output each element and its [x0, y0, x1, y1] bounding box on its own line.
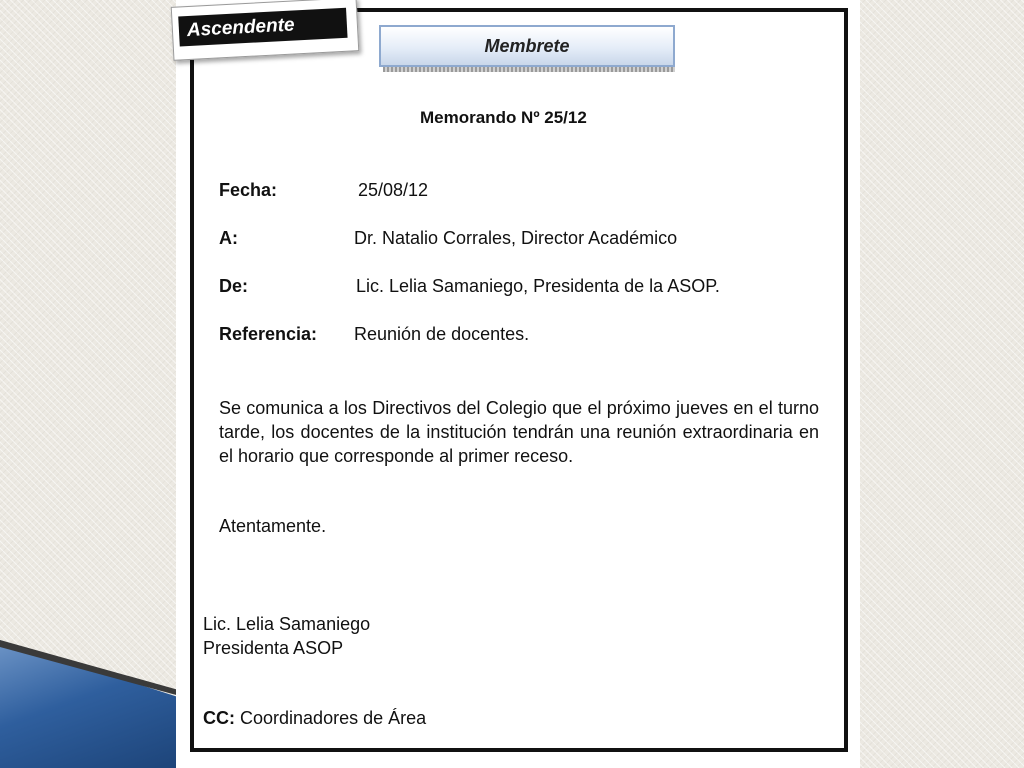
field-from-value: Lic. Lelia Samaniego, Presidenta de la ASOP.: [356, 276, 720, 296]
field-to-label: A:: [219, 228, 238, 248]
field-reference-label: Referencia:: [219, 324, 318, 344]
membrete-box: Membrete: [379, 25, 675, 67]
memo-title: Memorando Nº 25/12: [420, 108, 587, 127]
memo-closing: Atentamente.: [219, 516, 327, 536]
slide-decoration-blue: [0, 640, 180, 768]
cc-line: [203, 708, 426, 729]
field-reference-value: Reunión de docentes.: [354, 324, 530, 344]
signature-block: [203, 612, 370, 660]
cc-label: CC:: [203, 708, 235, 728]
memo-body: Se comunica a los Directivos del Colegio que el próximo jueves en el turno tarde, los docentes de la institución tendrán una reunión extraordinaria en el horario que corresponde al primer receso.: [219, 398, 819, 466]
signature-role: Presidenta ASOP: [203, 638, 344, 658]
signature-name: Lic. Lelia Samaniego: [203, 614, 371, 634]
field-fecha-label: Fecha:: [219, 180, 278, 200]
field-to-value: Dr. Natalio Corrales, Director Académico: [354, 228, 678, 248]
ascendente-label: Ascendente: [178, 8, 347, 47]
field-from-label: De:: [219, 276, 249, 296]
cc-value: Coordinadores de Área: [240, 708, 427, 728]
membrete-shadow: [383, 67, 675, 72]
ascendente-tag: [171, 0, 360, 61]
field-fecha-value: 25/08/12: [358, 180, 429, 200]
